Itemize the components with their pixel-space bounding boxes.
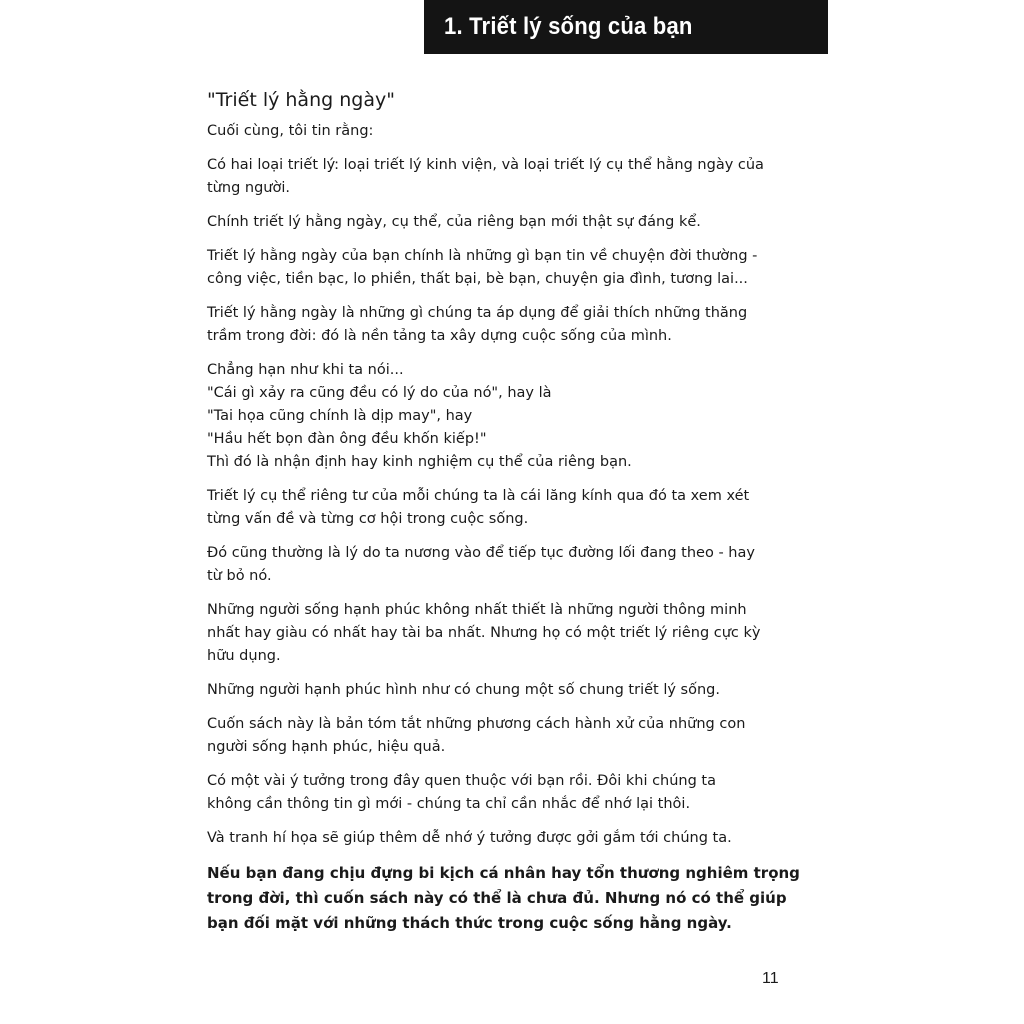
paragraph — [207, 120, 767, 143]
text-line: Triết lý hằng ngày là những gì chúng ta áp dụng để giải thích những thăng — [207, 305, 748, 321]
paragraph — [207, 485, 767, 531]
text-line: Và tranh hí họa sẽ giúp thêm dễ nhớ ý tưởng được gởi gắm tới chúng ta. — [207, 830, 732, 846]
paragraph — [207, 154, 767, 200]
text-line: công việc, tiền bạc, lo phiền, thất bại, bè bạn, chuyện gia đình, tương lai... — [207, 271, 748, 287]
paragraph — [207, 770, 767, 816]
paragraph — [207, 679, 767, 702]
text-line: Đó cũng thường là lý do ta nương vào để tiếp tục đường lối đang theo - hay — [207, 545, 755, 561]
quote-line: "Cái gì xảy ra cũng đều có lý do của nó", hay là — [207, 385, 552, 401]
text-line: Chính triết lý hằng ngày, cụ thể, của riêng bạn mới thật sự đáng kể. — [207, 214, 701, 230]
text-line: Triết lý cụ thể riêng tư của mỗi chúng ta là cái lăng kính qua đó ta xem xét — [207, 488, 750, 504]
text-line: từng người. — [207, 180, 290, 196]
paragraph — [207, 599, 767, 668]
text-line: từ bỏ nó. — [207, 568, 272, 584]
paragraph — [207, 827, 767, 850]
text-line: hữu dụng. — [207, 648, 281, 664]
text-line: bạn đối mặt với những thách thức trong cuộc sống hằng ngày. — [207, 914, 732, 932]
text-line: Những người sống hạnh phúc không nhất thiết là những người thông minh — [207, 602, 747, 618]
closing-paragraph — [207, 861, 800, 936]
text-line: Chẳng hạn như khi ta nói... — [207, 362, 404, 378]
text-line: Cuối cùng, tôi tin rằng: — [207, 123, 374, 139]
quote-line: "Hầu hết bọn đàn ông đều khốn kiếp!" — [207, 431, 487, 447]
text-line: Những người hạnh phúc hình như có chung một số chung triết lý sống. — [207, 682, 720, 698]
text-line: nhất hay giàu có nhất hay tài ba nhất. Nhưng họ có một triết lý riêng cực kỳ — [207, 625, 761, 641]
text-line: từng vấn đề và từng cơ hội trong cuộc sống. — [207, 511, 529, 527]
text-line: không cần thông tin gì mới - chúng ta chỉ cần nhắc để nhớ lại thôi. — [207, 796, 691, 812]
paragraph — [207, 713, 767, 759]
text-line: Có một vài ý tưởng trong đây quen thuộc với bạn rồi. Đôi khi chúng ta — [207, 773, 717, 789]
page-number: 11 — [762, 970, 779, 987]
paragraph — [207, 211, 767, 234]
text-line: trong đời, thì cuốn sách này có thể là chưa đủ. Nhưng nó có thể giúp — [207, 889, 787, 907]
text-line: người sống hạnh phúc, hiệu quả. — [207, 739, 446, 755]
quote-line: "Tai họa cũng chính là dịp may", hay — [207, 408, 473, 424]
text-line: Thì đó là nhận định hay kinh nghiệm cụ thể của riêng bạn. — [207, 454, 632, 470]
paragraph — [207, 542, 767, 588]
text-line: Nếu bạn đang chịu đựng bi kịch cá nhân hay tổn thương nghiêm trọng — [207, 864, 800, 882]
section-heading: "Triết lý hằng ngày" — [207, 89, 395, 111]
paragraph — [207, 359, 767, 474]
text-line: Triết lý hằng ngày của bạn chính là những gì bạn tin về chuyện đời thường - — [207, 248, 758, 264]
chapter-header-bar — [424, 0, 828, 54]
paragraph — [207, 245, 767, 291]
text-line: Có hai loại triết lý: loại triết lý kinh viện, và loại triết lý cụ thể hằng ngày của — [207, 157, 764, 173]
chapter-title: 1. Triết lý sống của bạn — [444, 13, 693, 40]
text-line: trầm trong đời: đó là nền tảng ta xây dựng cuộc sống của mình. — [207, 328, 672, 344]
page-content — [207, 84, 800, 947]
paragraph — [207, 302, 767, 348]
text-line: Cuốn sách này là bản tóm tắt những phương cách hành xử của những con — [207, 716, 746, 732]
